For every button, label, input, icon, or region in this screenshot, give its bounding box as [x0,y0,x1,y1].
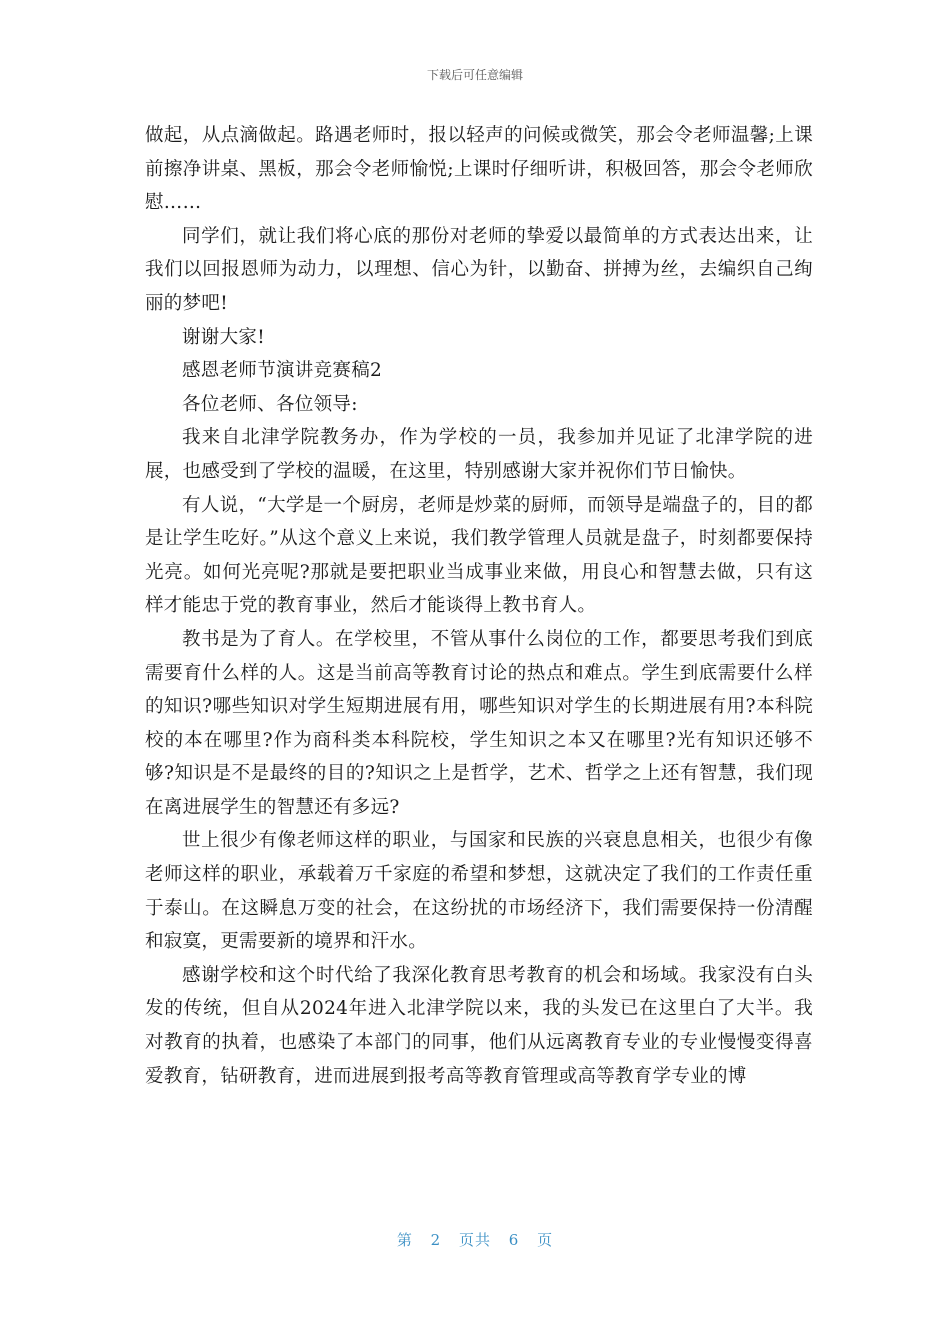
paragraph: 谢谢大家! [182,326,265,348]
current-page-number: 2 [430,1231,442,1249]
salutation: 各位老师、各位领导: [182,393,358,415]
paragraph: 世上很少有像老师这样的职业，与国家和民族的兴衰息息相关，也很少有像老师这样的职业，承载着万千家庭的希望和梦想，这就决定了我们的工作责任重于泰山。在这瞬息万变的社会，在这纷扰的市场经济下，我们需要保持一份清醒和寂寞，更需要新的境界和汗水。 [145,830,813,953]
section-title: 感恩老师节演讲竞赛稿2 [182,360,383,382]
footer-suffix: 页 [537,1231,554,1249]
paragraph: 我来自北津学院教务办，作为学校的一员，我参加并见证了北津学院的进展，也感受到了学校的温暖，在这里，特别感谢大家并祝你们节日愉快。 [145,427,813,482]
paragraph: 感谢学校和这个时代给了我深化教育思考教育的机会和场域。我家没有白头发的传统，但自从2024年进入北津学院以来，我的头发已在这里白了大半。我对教育的执着，也感染了本部门的同事，他们从远离教育专业的专业慢慢变得喜爱教育，钻研教育，进而进展到报考高等教育管理或高等教育学专业的博 [145,964,813,1087]
footer-middle: 页共 [458,1231,491,1249]
footer-prefix: 第 [396,1231,413,1249]
paragraph: 有人说，“大学是一个厨房，老师是炒菜的厨师，而领导是端盘子的，目的都是让学生吃好。”从这个意义上来说，我们教学管理人员就是盘子，时刻都要保持光亮。如何光亮呢?那就是要把职业当成事业来做，用良心和智慧去做，只有这样才能忠于党的教育事业，然后才能谈得上教书育人。 [145,494,813,617]
document-body [145,119,813,1093]
page-number-footer [0,1229,950,1250]
paragraph: 教书是为了育人。在学校里，不管从事什么岗位的工作，都要思考我们到底需要育什么样的人。这是当前高等教育讨论的热点和难点。学生到底需要什么样的知识?哪些知识对学生短期进展有用，哪些知识对学生的长期进展有用?本科院校的本在哪里?作为商科类本科院校，学生知识之本又在哪里?光有知识还够不够?知识是不是最终的目的?知识之上是哲学，艺术、哲学之上还有智慧，我们现在离进展学生的智慧还有多远? [145,628,813,818]
paragraph: 同学们，就让我们将心底的那份对老师的挚爱以最简单的方式表达出来，让我们以回报恩师为动力，以理想、信心为针，以勤奋、拼搏为丝，去编织自己绚丽的梦吧! [145,225,813,314]
page-header: 下载后可任意编辑 [426,68,523,82]
paragraph: 做起，从点滴做起。路遇老师时，报以轻声的问候或微笑，那会令老师温馨;上课前擦净讲桌、黑板，那会令老师愉悦;上课时仔细听讲，积极回答，那会令老师欣慰…… [145,125,813,214]
total-pages-number: 6 [508,1231,520,1249]
